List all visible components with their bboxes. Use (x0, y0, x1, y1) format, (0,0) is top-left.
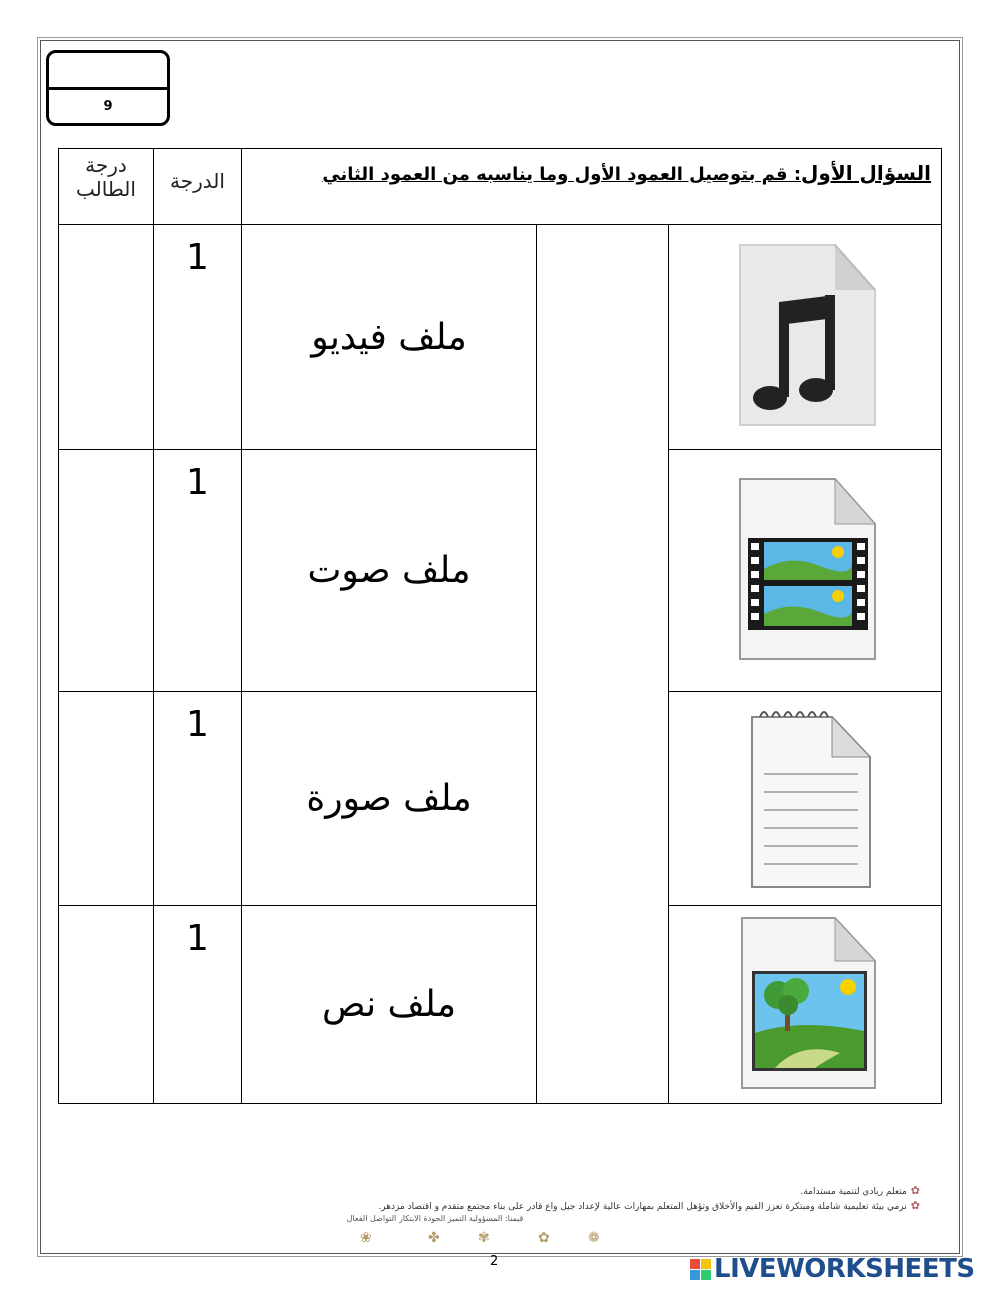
mark-cell: 1 (154, 906, 242, 1104)
mark-cell: 1 (154, 450, 242, 692)
score-value: 9 (103, 99, 113, 114)
music-file-icon (730, 240, 880, 430)
icon-cell (669, 906, 942, 1104)
icon-cell (669, 692, 942, 906)
footer-mission: نرمي بيئة تعليمية شاملة ومبتكرة تعزز القيم والأخلاق وتؤهل المتعلم بمهارات عالية لإعداد جيل واع قادر على بناء مجتمع متقدم و اقتصاد مزدهر. (378, 1202, 907, 1212)
brand-icon (690, 1259, 711, 1280)
page-number: 2 (490, 1254, 499, 1269)
question-title (242, 149, 942, 225)
student-grade-cell[interactable] (59, 692, 154, 906)
icon-cell (669, 450, 942, 692)
item-label: ملف نص (242, 906, 537, 1104)
student-grade-cell[interactable] (59, 450, 154, 692)
vision-icon: ✿ (910, 1184, 920, 1197)
header-row (59, 149, 942, 225)
footer-values: قيمنا: المسؤولية التميز الجودة الابتكار التواصل الفعال (346, 1214, 524, 1223)
table-row (59, 225, 942, 450)
matching-table (58, 148, 942, 1104)
mark-cell: 1 (154, 692, 242, 906)
connection-column[interactable] (537, 225, 669, 1104)
footer (70, 1184, 920, 1223)
liveworksheets-logo[interactable] (690, 1254, 975, 1284)
item-label: ملف صورة (242, 692, 537, 906)
decor-icon: ✤ (428, 1230, 440, 1246)
student-grade-cell[interactable] (59, 906, 154, 1104)
decor-icon: ❀ (360, 1230, 372, 1246)
student-grade-header: درجة الطالب (59, 149, 154, 225)
mark-cell: 1 (154, 225, 242, 450)
image-file-icon (730, 913, 880, 1093)
question-text: : قم بتوصيل العمود الأول وما يناسبه من العمود الثاني (322, 164, 802, 185)
icon-cell (669, 225, 942, 450)
question-label: السؤال الأول (801, 161, 931, 185)
student-grade-cell[interactable] (59, 225, 154, 450)
table-row (59, 450, 942, 692)
score-divider (49, 87, 167, 90)
table-row (59, 906, 942, 1104)
item-label: ملف صوت (242, 450, 537, 692)
decor-icon: ✾ (478, 1230, 490, 1246)
score-box (46, 50, 170, 126)
grade-header: الدرجة (154, 149, 242, 225)
text-file-icon (730, 702, 880, 892)
footer-vision: متعلم ريادي لتنمية مستدامة. (800, 1187, 907, 1197)
decor-icon: ❁ (588, 1230, 600, 1246)
item-label: ملف فيديو (242, 225, 537, 450)
brand-text: LIVEWORKSHEETS (714, 1254, 975, 1284)
video-file-icon (730, 474, 880, 664)
mission-icon: ✿ (910, 1199, 920, 1212)
decor-icon: ✿ (538, 1230, 550, 1246)
table-row (59, 692, 942, 906)
